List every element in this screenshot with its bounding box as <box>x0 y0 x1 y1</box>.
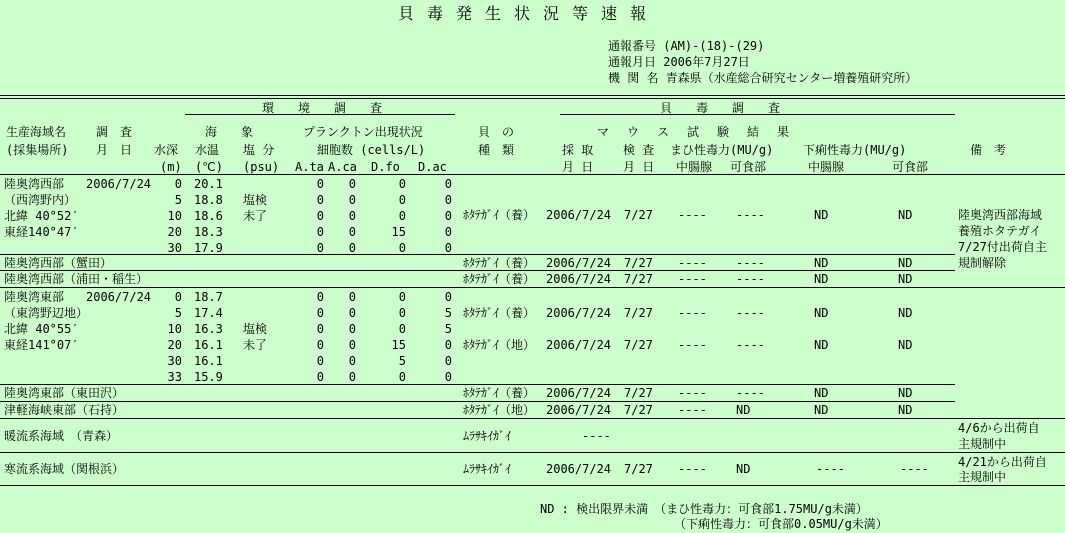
aca-cell: 0 <box>348 306 356 320</box>
footer-note-1: ND : 検出限界未満 （まひ性毒力：可食部1.75MU/g未満） <box>540 502 868 516</box>
dfo-cell: 0 <box>398 322 406 336</box>
collect-date-cell: 2006/7/24 <box>546 208 612 222</box>
paralytic-mid-gland-cell: ---- <box>678 403 707 417</box>
remark-3-line-1: 4/21から出荷自 <box>958 455 1047 469</box>
dfo-cell: 0 <box>398 290 406 304</box>
dac-cell: 0 <box>444 193 452 207</box>
reporting-agency: 機 関 名 青森県（水産総合研究センター増養殖研究所） <box>608 71 918 85</box>
diarrhetic-edible-cell: ND <box>898 386 913 400</box>
temp-cell: 18.7 <box>194 290 223 304</box>
report-date: 通報月日 2006年7月27日 <box>608 55 750 69</box>
diarrhetic-edible-cell: ---- <box>900 462 929 476</box>
diarrhetic-edible-cell: ND <box>898 272 913 286</box>
aca-cell: 0 <box>348 354 356 368</box>
inspect-date-cell: 7/27 <box>624 272 653 286</box>
species-cell: ﾎﾀﾃｶﾞｲ（養） <box>463 272 536 286</box>
depth-cell: 30 <box>167 241 182 255</box>
remark-1-line-4: 規制解除 <box>958 256 1007 270</box>
table-bottom-border <box>0 485 1065 486</box>
dfo-cell: 0 <box>398 177 406 191</box>
paralytic-edible-cell: ND <box>736 462 751 476</box>
salinity-cell: 塩検 <box>243 193 268 207</box>
remark-2-line-2: 主規制中 <box>958 437 1007 451</box>
dfo-header: D.fo <box>371 160 400 174</box>
row-divider <box>0 452 1065 453</box>
aca-header: A.ca <box>328 160 357 174</box>
depth-cell: 20 <box>167 225 182 239</box>
inspect-date-cell: 7/27 <box>624 386 653 400</box>
dfo-cell: 5 <box>398 354 406 368</box>
diarrhetic-edible-cell: ND <box>898 338 913 352</box>
month-day-header: 月 日 <box>96 143 133 157</box>
paralytic-toxin-header: まひ性毒力(MU/g) <box>670 143 774 157</box>
paralytic-mid-gland-cell: ---- <box>678 386 707 400</box>
temp-cell: 18.8 <box>194 193 223 207</box>
ata-cell: 0 <box>316 322 324 336</box>
depth-cell: 10 <box>167 209 182 223</box>
depth-cell: 0 <box>174 177 182 191</box>
area-cell: 東経140°47′ <box>4 225 79 239</box>
remark-3-line-2: 主規制中 <box>958 470 1007 484</box>
depth-cell: 5 <box>174 306 182 320</box>
depth-cell: 20 <box>167 338 182 352</box>
row-divider <box>0 418 1065 419</box>
species-cell: ﾎﾀﾃｶﾞｲ（養） <box>463 306 536 320</box>
area-cell: （西湾野内） <box>4 193 77 207</box>
dac-cell: 5 <box>444 322 452 336</box>
dfo-cell: 0 <box>398 241 406 255</box>
salinity-unit: (psu) <box>243 160 280 174</box>
temp-cell: 18.6 <box>194 209 223 223</box>
inspect-date-cell: 7/27 <box>624 208 653 222</box>
collect-date-cell: 2006/7/24 <box>546 338 612 352</box>
sampling-place-header: (採集場所) <box>6 143 69 157</box>
dfo-cell: 0 <box>398 306 406 320</box>
dac-cell: 0 <box>444 354 452 368</box>
footer-note-2: （下痢性毒力：可食部0.05MU/g未満） <box>674 517 888 531</box>
paralytic-edible-cell: ---- <box>736 386 765 400</box>
date-cell: 2006/7/24 <box>86 177 152 191</box>
survey-header: 調 査 <box>96 125 133 139</box>
inspect-date-cell: 7/27 <box>624 338 653 352</box>
temp-cell: 16.3 <box>194 322 223 336</box>
env-survey-header: 環 境 調 査 <box>262 101 389 115</box>
area-urata-inao: 陸奥湾西部（浦田・稲生） <box>4 272 149 286</box>
diarrhetic-mid-gland-cell: ND <box>814 272 829 286</box>
ata-cell: 0 <box>316 370 324 384</box>
area-name-header: 生産海域名 <box>6 125 67 139</box>
dac-cell: 0 <box>444 225 452 239</box>
paralytic-edible-cell: ---- <box>736 338 765 352</box>
aca-cell: 0 <box>348 290 356 304</box>
ata-cell: 0 <box>316 193 324 207</box>
aca-cell: 0 <box>348 225 356 239</box>
depth-unit: (m) <box>160 160 182 174</box>
inspect-date-cell: 7/27 <box>624 403 653 417</box>
area-cell: 東経141°07′ <box>4 338 79 352</box>
paralytic-edible-cell: ND <box>736 403 751 417</box>
salinity-cell: 未了 <box>243 209 268 223</box>
dac-cell: 0 <box>444 290 452 304</box>
inspect-date-cell: 7/27 <box>624 256 653 270</box>
aca-cell: 0 <box>348 209 356 223</box>
dac-cell: 0 <box>444 177 452 191</box>
cell-count-header: 細胞数 (cells/L) <box>317 143 426 157</box>
diarrhetic-edible-cell: ND <box>898 256 913 270</box>
table-top-border <box>0 95 1065 99</box>
species-cell: ﾑﾗｻｷｲｶﾞｲ <box>463 429 512 443</box>
temp-cell: 16.1 <box>194 338 223 352</box>
species-cell: ﾎﾀﾃｶﾞｲ（養） <box>463 256 536 270</box>
collect-date-cell: 2006/7/24 <box>546 386 612 400</box>
diarrhetic-mid-gland-cell: ND <box>814 208 829 222</box>
collect-date-cell: 2006/7/24 <box>546 306 612 320</box>
page-title: 貝毒発生状況等速報 <box>398 4 660 23</box>
collect-date-cell: 2006/7/24 <box>546 272 612 286</box>
paralytic-edible-header: 可食部 <box>730 160 767 174</box>
ata-cell: 0 <box>316 290 324 304</box>
diarrhetic-edible-cell: ND <box>898 208 913 222</box>
aca-cell: 0 <box>348 193 356 207</box>
report-number: 通報番号 (AM)-(18)-(29) <box>608 39 765 53</box>
collect-date-cell: 2006/7/24 <box>546 403 612 417</box>
paralytic-edible-cell: ---- <box>736 256 765 270</box>
paralytic-edible-cell: ---- <box>736 306 765 320</box>
diarrhetic-edible-cell: ND <box>898 403 913 417</box>
plankton-header: プランクトン出現状況 <box>303 125 423 139</box>
inspect-date-header: 月 日 <box>623 160 655 174</box>
paralytic-edible-cell: ---- <box>736 208 765 222</box>
salinity-cell: 未了 <box>243 338 268 352</box>
ata-cell: 0 <box>316 177 324 191</box>
diarrhetic-edible-header: 可食部 <box>892 160 929 174</box>
diarrhetic-mid-gland-cell: ND <box>814 403 829 417</box>
area-cell: 北緯 40°52′ <box>4 209 79 223</box>
temp-cell: 20.1 <box>194 177 223 191</box>
depth-cell: 33 <box>167 370 182 384</box>
paralytic-mid-gland-cell: ---- <box>678 462 707 476</box>
area-cell: 陸奥湾東部 <box>4 290 65 304</box>
temp-unit: (℃) <box>195 160 223 174</box>
dac-header: D.ac <box>418 160 447 174</box>
dfo-cell: 0 <box>398 209 406 223</box>
aca-cell: 0 <box>348 241 356 255</box>
dfo-cell: 0 <box>398 193 406 207</box>
date-cell: 2006/7/24 <box>86 290 152 304</box>
ata-cell: 0 <box>316 225 324 239</box>
species-cell: ﾎﾀﾃｶﾞｲ（養） <box>463 208 536 222</box>
depth-header: 水深 <box>154 143 179 157</box>
inspection-header: 検 査 <box>623 143 655 157</box>
toxin-survey-header: 貝 毒 調 査 <box>660 101 787 115</box>
aca-cell: 0 <box>348 338 356 352</box>
mouse-test-header: マ ウ ス 試 験 結 果 <box>597 125 793 139</box>
area-sekinehama: 寒流系海域（関根浜） <box>4 462 125 476</box>
temp-cell: 17.4 <box>194 306 223 320</box>
row-divider <box>0 287 1065 288</box>
area-aomori: 暖流系海域 （青森） <box>4 429 119 443</box>
dac-cell: 5 <box>444 306 452 320</box>
diarrhetic-mid-gland-cell: ND <box>814 338 829 352</box>
diarrhetic-edible-cell: ND <box>898 306 913 320</box>
shellfish-header: 貝 の <box>478 125 515 139</box>
inspect-date-cell: 7/27 <box>624 306 653 320</box>
dac-cell: 0 <box>444 241 452 255</box>
dfo-cell: 0 <box>398 370 406 384</box>
area-cell: 北緯 40°55′ <box>4 322 79 336</box>
collect-date-cell: 2006/7/24 <box>546 462 612 476</box>
remark-1-line-3: 7/27付出荷自主 <box>958 240 1047 254</box>
dac-cell: 0 <box>444 338 452 352</box>
collect-date-header: 月 日 <box>562 160 594 174</box>
dac-cell: 0 <box>444 370 452 384</box>
aca-cell: 0 <box>348 370 356 384</box>
remark-1-line-1: 陸奥湾西部海域 <box>958 208 1043 222</box>
collect-date-cell: 2006/7/24 <box>546 256 612 270</box>
depth-cell: 30 <box>167 354 182 368</box>
area-kanita: 陸奥湾西部（蟹田） <box>4 256 113 270</box>
paralytic-edible-cell: ---- <box>736 272 765 286</box>
remark-1-line-2: 養殖ホタテガイ <box>958 224 1042 238</box>
area-higashitazawa: 陸奥湾東部（東田沢） <box>4 386 125 400</box>
species-cell: ﾑﾗｻｷｲｶﾞｲ <box>463 462 512 476</box>
species-cell: ﾎﾀﾃｶﾞｲ（地） <box>463 338 536 352</box>
ata-cell: 0 <box>316 241 324 255</box>
remarks-header: 備 考 <box>970 143 1007 157</box>
salinity-cell: 塩検 <box>243 322 268 336</box>
ata-cell: 0 <box>316 354 324 368</box>
diarrhetic-mid-gland-cell: ND <box>814 386 829 400</box>
remark-2-line-1: 4/6から出荷自 <box>958 421 1040 435</box>
ata-header: A.ta <box>295 160 324 174</box>
paralytic-mid-gland-cell: ---- <box>678 256 707 270</box>
paralytic-mid-gland-cell: ---- <box>678 306 707 320</box>
area-cell: （東湾野辺地） <box>4 306 89 320</box>
area-cell: 陸奥湾西部 <box>4 177 65 191</box>
ata-cell: 0 <box>316 338 324 352</box>
dac-cell: 0 <box>444 209 452 223</box>
paralytic-mid-gland-cell: ---- <box>678 338 707 352</box>
dfo-cell: 15 <box>391 225 406 239</box>
diarrhetic-mid-gland-cell: ND <box>814 256 829 270</box>
aca-cell: 0 <box>348 322 356 336</box>
diarrhetic-toxin-header: 下痢性毒力(MU/g) <box>803 143 907 157</box>
diarrhetic-mid-gland-header: 中腸腺 <box>808 160 845 174</box>
diarrhetic-mid-gland-cell: ---- <box>816 462 845 476</box>
temp-cell: 16.1 <box>194 354 223 368</box>
paralytic-mid-gland-header: 中腸腺 <box>676 160 713 174</box>
ata-cell: 0 <box>316 306 324 320</box>
temp-cell: 18.3 <box>194 225 223 239</box>
aca-cell: 0 <box>348 177 356 191</box>
ata-cell: 0 <box>316 209 324 223</box>
depth-cell: 0 <box>174 290 182 304</box>
depth-cell: 10 <box>167 322 182 336</box>
depth-cell: 5 <box>174 193 182 207</box>
temp-cell: 17.9 <box>194 241 223 255</box>
temp-cell: 15.9 <box>194 370 223 384</box>
paralytic-mid-gland-cell: ---- <box>678 272 707 286</box>
inspect-date-cell: 7/27 <box>624 462 653 476</box>
species-cell: ﾎﾀﾃｶﾞｲ（養） <box>463 386 536 400</box>
paralytic-mid-gland-cell: ---- <box>678 208 707 222</box>
area-ishimochi: 津軽海峡東部（石持） <box>4 403 125 417</box>
dfo-cell: 15 <box>391 338 406 352</box>
water-temp-header: 水温 <box>195 143 220 157</box>
sea-condition-header: 海 象 <box>205 125 254 139</box>
diarrhetic-mid-gland-cell: ND <box>814 306 829 320</box>
species-cell: ﾎﾀﾃｶﾞｲ（地） <box>463 403 536 417</box>
collection-header: 採 取 <box>562 143 594 157</box>
collect-date-cell: ---- <box>582 429 611 443</box>
species-header: 種 類 <box>478 143 515 157</box>
salinity-header: 塩 分 <box>243 143 275 157</box>
